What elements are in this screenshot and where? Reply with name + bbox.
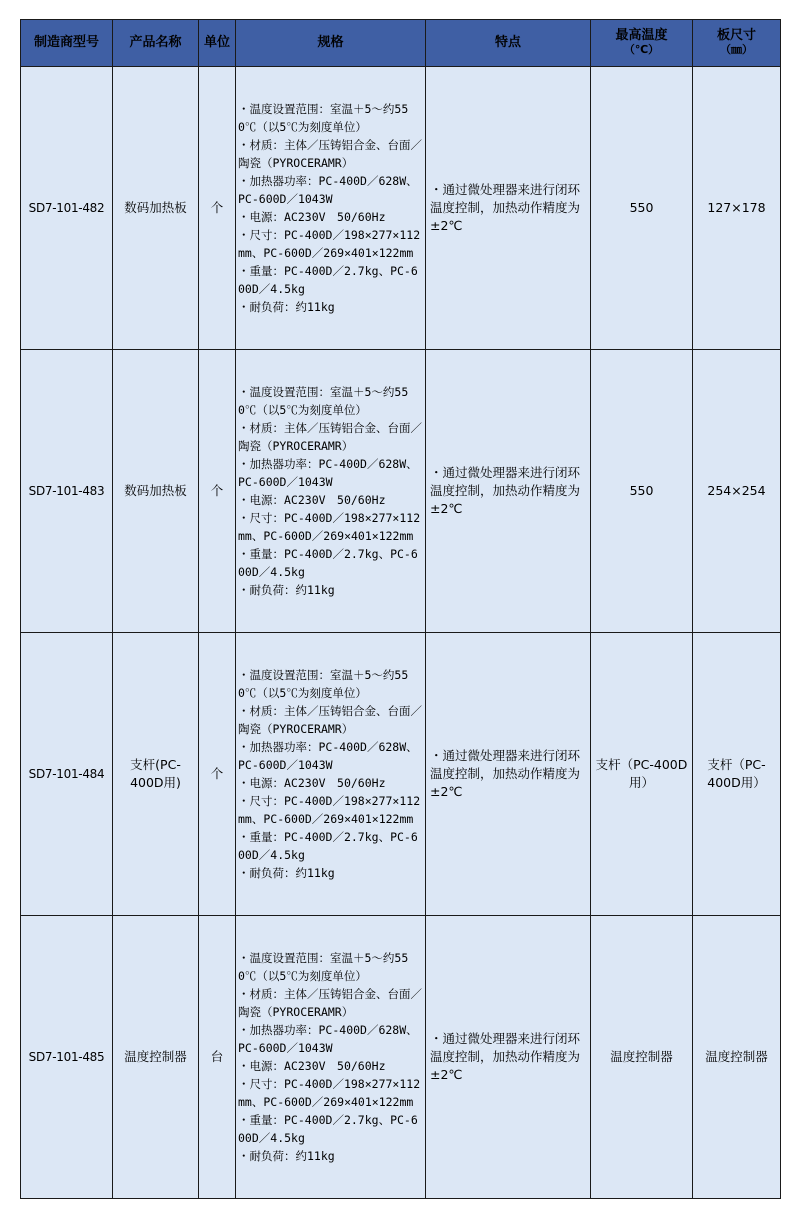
spec-line: ・温度设置范围：室温＋5～约550℃（以5℃为刻度单位） xyxy=(238,668,409,700)
spec-line: ・材质：主体／压铸铝合金、台面／陶瓷（PYROCERAMR） xyxy=(238,421,422,453)
cell-unit: 台 xyxy=(199,916,236,1199)
header-plate-size-label: 板尺寸 xyxy=(716,28,756,43)
cell-feature: ・通过微处理器来进行闭环温度控制，加热动作精度为±2℃ xyxy=(426,350,591,633)
spec-line: ・耐负荷：约11kg xyxy=(238,300,335,314)
spec-line: ・材质：主体／压铸铝合金、台面／陶瓷（PYROCERAMR） xyxy=(238,704,422,736)
spec-line: ・电源：AC230V 50/60Hz xyxy=(238,493,386,507)
header-max-temp-label: 最高温度 xyxy=(615,28,668,43)
header-feature: 特点 xyxy=(426,20,591,67)
spec-line: ・电源：AC230V 50/60Hz xyxy=(238,210,386,224)
spec-line: ・重量：PC-400D／2.7kg、PC-600D／4.5kg xyxy=(238,547,418,579)
header-plate-size xyxy=(693,20,781,67)
table-row xyxy=(21,67,781,350)
cell-max-temp: 550 xyxy=(591,67,693,350)
cell-feature: ・通过微处理器来进行闭环温度控制，加热动作精度为±2℃ xyxy=(426,67,591,350)
spec-line: ・加热器功率：PC-400D／628W、PC-600D／1043W xyxy=(238,740,418,772)
cell-spec xyxy=(236,633,426,916)
cell-feature: ・通过微处理器来进行闭环温度控制，加热动作精度为±2℃ xyxy=(426,633,591,916)
cell-plate-size: 温度控制器 xyxy=(693,916,781,1199)
spec-line: ・加热器功率：PC-400D／628W、PC-600D／1043W xyxy=(238,174,418,206)
cell-model: SD7-101-485 xyxy=(21,916,113,1199)
spec-line: ・加热器功率：PC-400D／628W、PC-600D／1043W xyxy=(238,457,418,489)
cell-name: 温度控制器 xyxy=(113,916,199,1199)
product-spec-table xyxy=(20,19,781,1199)
cell-spec xyxy=(236,916,426,1199)
spec-line: ・材质：主体／压铸铝合金、台面／陶瓷（PYROCERAMR） xyxy=(238,138,422,170)
cell-plate-size: 支杆（PC-400D用） xyxy=(693,633,781,916)
spec-line: ・尺寸：PC-400D／198×277×112mm、PC-600D／269×401×122mm xyxy=(238,794,421,826)
header-unit: 单位 xyxy=(199,20,236,67)
cell-model: SD7-101-484 xyxy=(21,633,113,916)
table-row xyxy=(21,916,781,1199)
cell-name: 支杆(PC-400D用) xyxy=(113,633,199,916)
header-model: 制造商型号 xyxy=(21,20,113,67)
cell-max-temp: 支杆（PC-400D用） xyxy=(591,633,693,916)
cell-unit: 个 xyxy=(199,350,236,633)
spec-line: ・重量：PC-400D／2.7kg、PC-600D／4.5kg xyxy=(238,1113,418,1145)
header-plate-size-unit: （㎜） xyxy=(720,43,753,56)
spec-line: ・重量：PC-400D／2.7kg、PC-600D／4.5kg xyxy=(238,264,418,296)
spec-line: ・电源：AC230V 50/60Hz xyxy=(238,1059,386,1073)
cell-spec xyxy=(236,67,426,350)
spec-line: ・尺寸：PC-400D／198×277×112mm、PC-600D／269×401×122mm xyxy=(238,228,421,260)
header-max-temp-unit: （℃） xyxy=(623,43,660,56)
cell-name: 数码加热板 xyxy=(113,350,199,633)
spec-line: ・耐负荷：约11kg xyxy=(238,866,335,880)
spec-line: ・重量：PC-400D／2.7kg、PC-600D／4.5kg xyxy=(238,830,418,862)
spec-line: ・耐负荷：约11kg xyxy=(238,1149,335,1163)
cell-spec xyxy=(236,350,426,633)
spec-line: ・耐负荷：约11kg xyxy=(238,583,335,597)
cell-max-temp: 550 xyxy=(591,350,693,633)
spec-line: ・尺寸：PC-400D／198×277×112mm、PC-600D／269×401×122mm xyxy=(238,511,421,543)
table-row xyxy=(21,350,781,633)
spec-line: ・电源：AC230V 50/60Hz xyxy=(238,776,386,790)
spec-line: ・温度设置范围：室温＋5～约550℃（以5℃为刻度单位） xyxy=(238,102,409,134)
spec-line: ・温度设置范围：室温＋5～约550℃（以5℃为刻度单位） xyxy=(238,385,409,417)
cell-name: 数码加热板 xyxy=(113,67,199,350)
cell-plate-size: 127×178 xyxy=(693,67,781,350)
cell-unit: 个 xyxy=(199,633,236,916)
spec-line: ・尺寸：PC-400D／198×277×112mm、PC-600D／269×401×122mm xyxy=(238,1077,421,1109)
spec-line: ・材质：主体／压铸铝合金、台面／陶瓷（PYROCERAMR） xyxy=(238,987,422,1019)
spec-line: ・温度设置范围：室温＋5～约550℃（以5℃为刻度单位） xyxy=(238,951,409,983)
spec-line: ・加热器功率：PC-400D／628W、PC-600D／1043W xyxy=(238,1023,418,1055)
header-row xyxy=(21,20,781,67)
cell-feature: ・通过微处理器来进行闭环温度控制，加热动作精度为±2℃ xyxy=(426,916,591,1199)
header-max-temp xyxy=(591,20,693,67)
cell-model: SD7-101-482 xyxy=(21,67,113,350)
header-spec: 规格 xyxy=(236,20,426,67)
cell-plate-size: 254×254 xyxy=(693,350,781,633)
cell-unit: 个 xyxy=(199,67,236,350)
cell-max-temp: 温度控制器 xyxy=(591,916,693,1199)
header-name: 产品名称 xyxy=(113,20,199,67)
cell-model: SD7-101-483 xyxy=(21,350,113,633)
table-row xyxy=(21,633,781,916)
